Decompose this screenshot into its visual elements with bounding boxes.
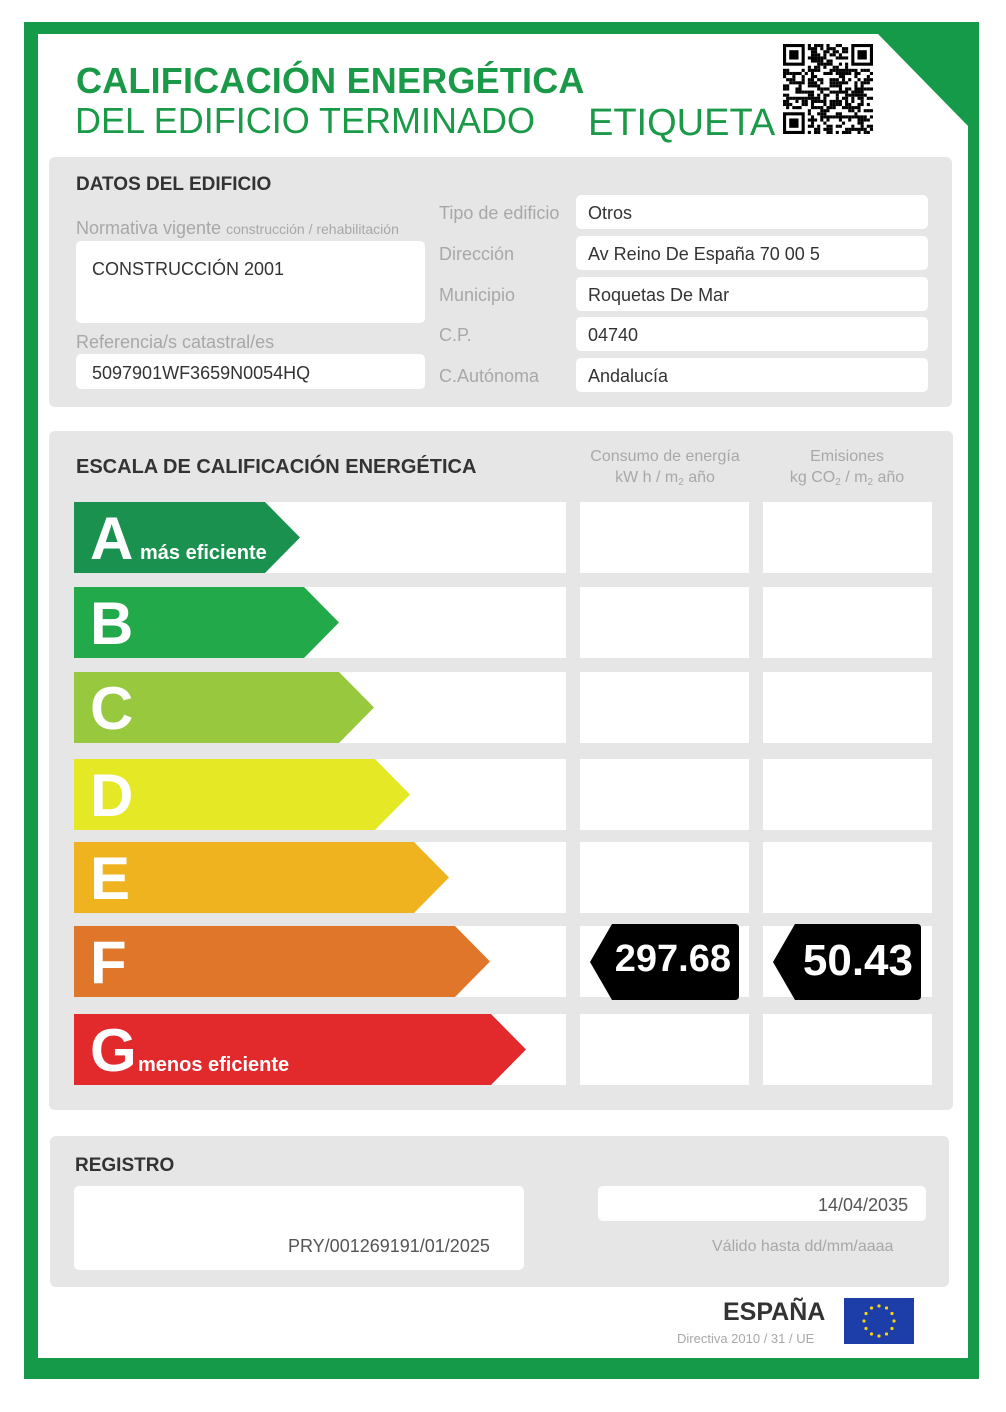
consumo-cell	[580, 587, 749, 658]
field-label: Dirección	[439, 244, 515, 264]
field-value: Otros	[588, 203, 633, 223]
consumo-header-line2: kW h / $m_2$ año	[615, 469, 715, 488]
grade-letter: F	[90, 929, 127, 996]
referencia-value: 5097901WF3659N0054HQ	[92, 363, 311, 383]
field-label: Tipo de edificio	[439, 203, 560, 223]
normativa-value: CONSTRUCCIÓN 2001	[92, 259, 285, 279]
registro-number: PRY/001269191/01/2025	[288, 1236, 490, 1256]
consumo-header	[578, 446, 752, 493]
field-label: C.Autónoma	[439, 366, 540, 386]
escala-title: ESCALA DE CALIFICACIÓN ENERGÉTICA	[76, 456, 477, 478]
grade-letter: E	[90, 845, 131, 912]
consumo-cell	[580, 672, 749, 743]
grade-arrow	[74, 842, 449, 913]
title-line1: CALIFICACIÓN ENERGÉTICA	[76, 60, 585, 101]
emisiones-cell	[763, 502, 932, 573]
grade-letter: D	[90, 762, 134, 829]
title-line2: DEL EDIFICIO TERMINADO	[75, 100, 536, 141]
emisiones-cell	[763, 587, 932, 658]
directiva-text: Directiva 2010 / 31 / UE	[677, 1331, 815, 1346]
emisiones-header	[760, 446, 934, 493]
grade-letter: B	[90, 590, 134, 657]
valido-label: Válido hasta dd/mm/aaaa	[712, 1238, 894, 1255]
field-value: Av Reino De España 70 00 5	[588, 244, 820, 264]
field-value: Roquetas De Mar	[588, 285, 730, 305]
consumo-rating-value: 297.68	[614, 938, 731, 980]
normativa-sublabel: construcción / rehabilitación	[226, 221, 399, 237]
field-value: 04740	[588, 325, 639, 345]
corner-triangle	[878, 34, 968, 126]
emisiones-header-line2: kg $CO_2 / m_2$ año	[789, 469, 905, 488]
normativa-box	[76, 241, 425, 323]
registro-number-box	[74, 1186, 524, 1270]
grade-letter: G	[90, 1017, 137, 1084]
emisiones-cell	[763, 842, 932, 913]
consumo-cell	[580, 502, 749, 573]
grade-note: menos eficiente	[138, 1054, 290, 1076]
emisiones-cell	[763, 1014, 932, 1085]
field-label: C.P.	[439, 325, 472, 345]
registro-title: REGISTRO	[75, 1155, 175, 1176]
grade-letter: C	[90, 675, 134, 742]
referencia-label: Referencia/s catastral/es	[76, 332, 275, 352]
grade-note: más eficiente	[140, 542, 267, 564]
field-label: Municipio	[439, 285, 516, 305]
emisiones-cell	[763, 672, 932, 743]
grade-arrow	[74, 926, 490, 997]
country-name: ESPAÑA	[723, 1298, 826, 1326]
etiqueta-tag: ETIQUETA	[588, 102, 776, 144]
eu-flag-icon	[844, 1298, 914, 1344]
emisiones-rating-value: 50.43	[802, 936, 913, 985]
normativa-label	[76, 218, 399, 239]
consumo-cell	[580, 842, 749, 913]
consumo-cell	[580, 759, 749, 830]
qr-code-icon[interactable]	[783, 44, 873, 134]
normativa-label-text: Normativa vigente	[76, 218, 222, 238]
registro-date: 14/04/2035	[818, 1195, 909, 1215]
grade-letter: A	[90, 505, 134, 572]
field-value: Andalucía	[588, 366, 669, 386]
consumo-cell	[580, 1014, 749, 1085]
datos-title: DATOS DEL EDIFICIO	[76, 174, 272, 195]
consumo-header-line1: Consumo de energía	[590, 448, 740, 465]
emisiones-cell	[763, 759, 932, 830]
emisiones-header-line1: Emisiones	[810, 448, 884, 465]
